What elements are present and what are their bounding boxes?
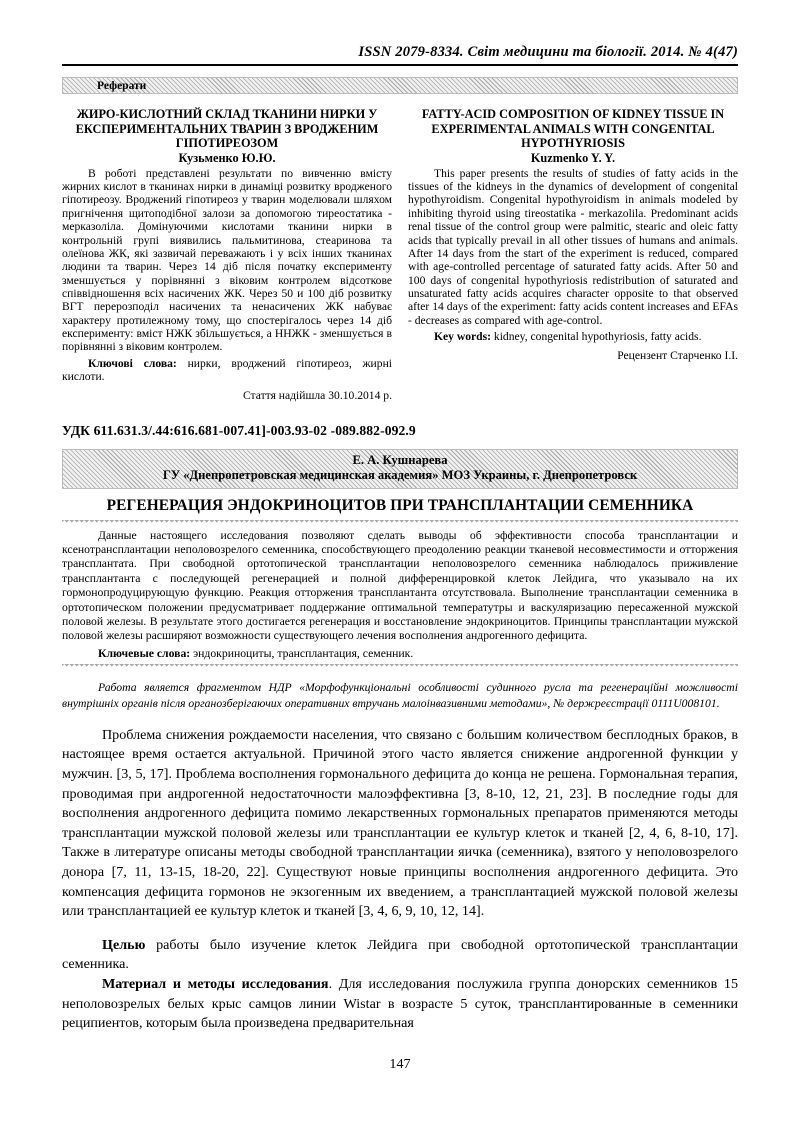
abstract-author-en: Kuzmenko Y. Y. xyxy=(530,150,616,165)
funding-statement: Работа является фрагментом НДР «Морфофункціональні особливості судинного русла та регенераційні можливості внутрішніх органів після органозберігаючих оперативних втручань малоінвазивними методами», № держреєстрації 0111U008101. xyxy=(62,681,738,711)
udc-code: УДК 611.631.3/.44:616.681-007.41]-003.93-02 -089.882-092.9 xyxy=(62,422,416,438)
article-author: Е. А. Кушнарева xyxy=(352,452,448,467)
running-head-rule xyxy=(62,64,738,66)
abstract-keywords-value-uk: нирки, вроджений гіпотиреоз, жирні кислоти. xyxy=(62,356,392,383)
article-affiliation: ГУ «Днепропетровская медицинская академия» МОЗ Украины, г. Днепропетровск xyxy=(162,468,638,483)
abstract-column-uk xyxy=(62,107,392,403)
running-head: ISSN 2079-8334. Світ медицини та біології. 2014. № 4(47) xyxy=(358,44,738,60)
body-paragraph-3 xyxy=(62,975,738,1034)
abstract-title-en: FATTY-ACID COMPOSITION OF KIDNEY TISSUE IN EXPERIMENTAL ANIMALS WITH CONGENITAL HYPOTHYRIOSIS xyxy=(421,107,725,151)
article-keywords-value: эндокриноциты, трансплантация, семенник. xyxy=(190,646,414,660)
article-title: РЕГЕНЕРАЦИЯ ЭНДОКРИНОЦИТОВ ПРИ ТРАНСПЛАНТАЦИИ СЕМЕННИКА xyxy=(106,496,694,514)
page-content xyxy=(62,0,738,1073)
section-band-abstracts xyxy=(62,77,738,94)
body-paragraph-1: Проблема снижения рождаемости населения, что связано с большим количеством бесплодных браков, в настоящее время остается актуальной. Причиной этого часто является снижение андрогенной функции у мужчин. [3, 5, 17]. Проблема восполнения гормонального дефицита до конца не решена. Гормональная терапия, проводимая при андрогенной недостаточности малоэффективна [3, 8-10, 12, 21, 23]. В последние годы для восполнения андрогенного дефицита помимо лекарственных гормональных препаратов применяются методы трансплантации мужской половой железы или трансплантации ее культур клеток и тканей [2, 4, 6, 8-10, 17]. Также в литературе описаны методы свободной трансплантации яичка (семенника), взятого у неполовозрелого донора [7, 11, 13-15, 18-20, 22]. Существуют новые принципы восполнения андрогенного дефицита. Это компенсация дефицита гормонов не экзогенным их введением, а трансплантацией мужской половой железы или трансплантацией ее культур клеток и тканей [3, 4, 6, 9, 10, 12, 14]. xyxy=(62,726,738,920)
body-paragraph-2-text: работы было изучение клеток Лейдига при свободной ортотопической трансплантации семенника. xyxy=(62,936,738,973)
abstract-keywords-uk xyxy=(62,357,392,384)
abstract-column-en xyxy=(408,107,738,403)
body-paragraph-3-text: . Для исследования послужила группа донорских семенников 15 неполовозрелых белых крыс самцов линии Wistar в возрасте 5 суток, трансплантированные в семенники реципиентов, которым была произведена предварительная xyxy=(62,976,738,1032)
abstract-keywords-en xyxy=(408,330,738,343)
page-number: 147 xyxy=(389,1055,411,1072)
abstract-note-en: Рецензент Старченко І.І. xyxy=(617,349,738,363)
section-band-label: Реферати xyxy=(97,80,147,92)
abstract-keywords-label-en: Key words: xyxy=(434,329,491,343)
abstract-keywords-label-uk: Ключові слова: xyxy=(88,356,177,370)
body-paragraph-2-label: Целью xyxy=(102,936,146,953)
body-paragraph-2 xyxy=(62,936,738,975)
author-affiliation-band xyxy=(62,449,738,489)
abstract-title-uk: ЖИРО-КИСЛОТНИЙ СКЛАД ТКАНИНИ НИРКИ У ЕКСПЕРИМЕНТАЛЬНИХ ТВАРИН З ВРОДЖЕНИМ ГІПОТИРЕОЗОМ xyxy=(75,107,379,151)
abstract-keywords-value-en: kidney, congenital hypothyriosis, fatty acids. xyxy=(491,329,702,343)
article-keywords-label: Ключевые слова: xyxy=(98,646,191,660)
abstract-note-uk: Стаття надійшла 30.10.2014 р. xyxy=(242,389,392,403)
abstract-body-en: This paper presents the results of studies of fatty acids in the tissues of the kidneys in the dynamics of development of congenital hypothyroidism. Congenital hypothyroidism in animals modeled by inhibiting thyroid using tireostatika - merkazolila. Predominant acids renal tissue of the control group were palmitic, stearic and oleic fatty acids that typically prevail in all other tissues of humans and animals. After 14 days from the start of the experiment is reduced, compared with age-controlled percentage of saturated fatty acids. After 50 and 100 days of congenital hypothyriosis redistribution of saturated and unsaturated fatty acids acquires character opposite to that observed after 14 days of the experiment: fatty acids content increases and EFAs - decreases as compared with age-control. xyxy=(408,166,738,327)
bilingual-abstract-columns xyxy=(62,107,738,403)
article-abstract: Данные настоящего исследования позволяют сделать выводы об эффективности способа трансплантации и ксенотрансплантации неполовозрелого семенника, способствующего преодолению реакции тканевой несовместимости и отторжения трансплантата. При свободной ортотопической трансплантации неполовозрелого семенника наблюдалось приживление трансплантанта с последующей регенерацией и полной дифференцировкой клеток Лейдига, что указывало на их гормонопродуцирующую функцию. Реакция отторжения трансплантанта отсутствовала. Выполнение трансплантации семенника в ортотопическом положении предусматривает поддержание оптимальной температутры и васкуляризацию пересаженной мужской половой железы. В результате этого достигается регенерация и восстановление эндокриноцитов. Принципы трансплантации мужской половой железы расширяют возможности существующего лечения восполнения андрогенного дефицита. xyxy=(62,528,738,643)
body-paragraph-3-label: Материал и методы исследования xyxy=(102,976,329,992)
zigzag-divider-top xyxy=(62,520,738,525)
abstract-body-uk: В роботі представлені результати по вивченню вмісту жирних кислот в тканинах нирки в динаміці розвитку вродженого гіпотиреозу. Вроджений гіпотиреоз у тварин моделювали шляхом пригнічення щитоподібної залози за допомогою тиреостатика - мерказоліла. Домінуючими кислотами тканини нирки в контрольній групі виявились пальмитинова, стеаринова та олеїнова ЖК, які зазвичай переважають і у всіх інших тканинах людини та тварин. Через 14 діб після початку експерименту зменшується у порівнянні з віковим контролем відсоткове співвідношення всіх насичених ЖК. Через 50 и 100 діб розвитку ВГТ перерозподіл насичених та ненасичених ЖК набуває характеру протилежному тому, що спостерігалось через 14 діб експерименту: вміст НЖК збільшується, а ННЖК - зменшується в порівнянні з віковим контролем. xyxy=(62,166,392,354)
article-keywords xyxy=(62,647,738,661)
abstract-author-uk: Кузьменко Ю.Ю. xyxy=(178,150,276,165)
zigzag-divider-bottom xyxy=(62,664,738,669)
